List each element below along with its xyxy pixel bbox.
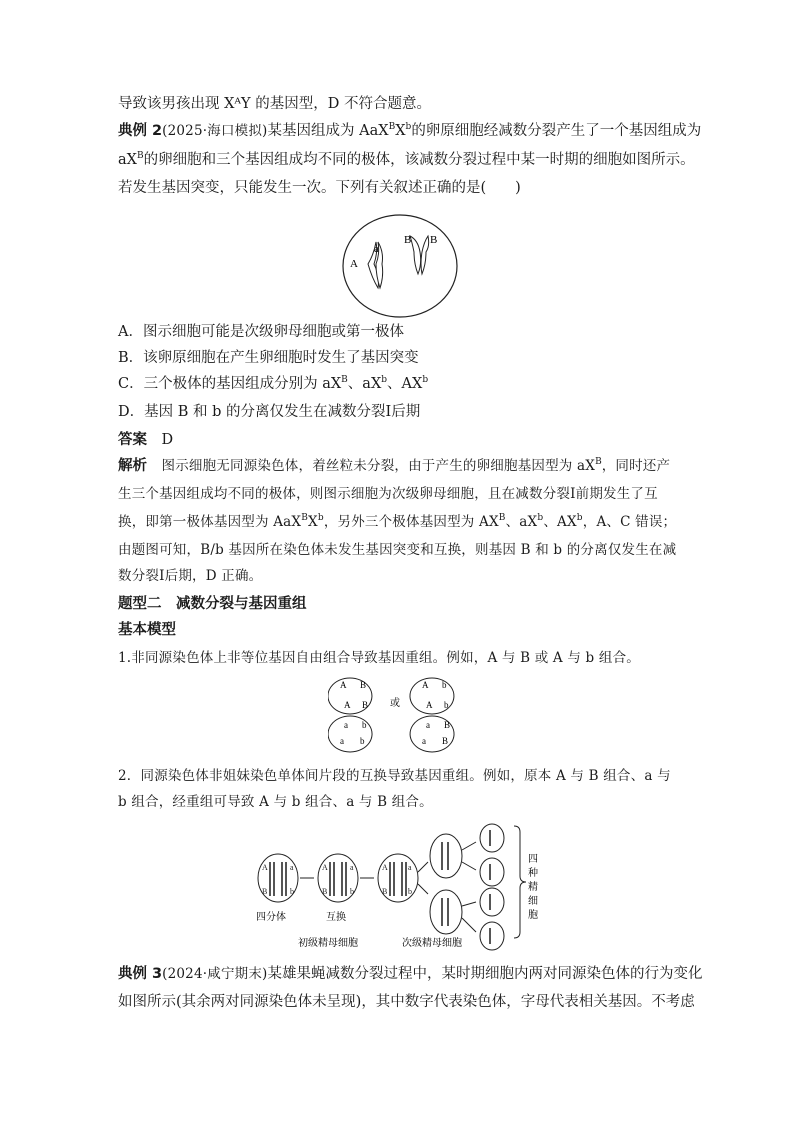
option-c: C．三个极体的基因组成分别为 $aX^B$、$aX^b$、$AX^b$ (118, 375, 429, 392)
example-2-line-1: 典例 2(2025·海口模拟)某基因组成为 $AaX^BX^b$的卵原细胞经减数分裂产生了一个基因组成为 (118, 122, 702, 139)
svg-text:A: A (382, 863, 388, 872)
svg-text:b: b (408, 887, 412, 896)
svg-text:B: B (442, 736, 449, 746)
svg-text:a: a (290, 863, 294, 872)
explanation-line-2: 生三个基因组成均不同的极体，则图示细胞为次级卵母细胞，且在减数分裂Ⅰ前期发生了互 (118, 486, 658, 502)
example-2-line-3: 若发生基因突变，只能发生一次。下列有关叙述正确的是( ) (118, 180, 521, 196)
model-1-text: 1.非同源染色体上非等位基因自由组合导致基因重组。例如，A 与 B 或 A 与 b 组合。 (118, 650, 640, 666)
svg-text:胞: 胞 (528, 910, 538, 921)
explanation-line-4: 由题图可知，B/b 基因所在染色体未发生基因突变和互换，则基因 B 和 b 的分离仅发生在减 (118, 542, 677, 558)
svg-text:a: a (422, 736, 426, 746)
assortment-figure (328, 674, 464, 754)
svg-text:a: a (350, 863, 354, 872)
explanation-line-1: 解析 图示细胞无同源染色体，着丝粒未分裂，由于产生的卵细胞基因型为 $aX^B$，同时还产 (118, 457, 671, 474)
option-a: A．图示细胞可能是次级卵母细胞或第一极体 (118, 324, 404, 340)
svg-text:精: 精 (528, 882, 538, 893)
svg-text:细: 细 (528, 896, 538, 907)
svg-text:B: B (362, 700, 369, 710)
primary-spermatocyte-label: 初级精母细胞 (298, 938, 358, 949)
svg-text:B: B (262, 887, 268, 896)
four-sperm-label (528, 853, 538, 921)
section-heading: 题型二 减数分裂与基因重组 (118, 596, 307, 612)
svg-text:a: a (344, 720, 348, 730)
svg-text:b: b (360, 736, 365, 746)
svg-text:A: A (426, 700, 433, 710)
crossover-figure (256, 822, 546, 956)
gene-label-B-right: B (430, 234, 438, 246)
option-b: B．该卵原细胞在产生卵细胞时发生了基因突变 (118, 350, 419, 366)
svg-text:B: B (444, 720, 451, 730)
svg-text:b: b (290, 887, 294, 896)
svg-text:B: B (382, 887, 388, 896)
svg-text:b: b (362, 720, 367, 730)
gene-label-a: a (374, 243, 379, 255)
svg-text:a: a (340, 736, 344, 746)
svg-text:b: b (350, 887, 354, 896)
svg-text:四: 四 (528, 854, 538, 865)
explanation-line-5: 数分裂Ⅰ后期，D 正确。 (118, 568, 263, 584)
svg-text:b: b (444, 700, 449, 710)
gene-label-A: A (350, 258, 358, 270)
crossover-label: 互换 (326, 912, 346, 923)
cell-figure (340, 212, 460, 320)
model-2-text-line-2: b 组合，经重组可导致 A 与 b 组合、a 与 B 组合。 (118, 794, 433, 810)
svg-text:B: B (322, 887, 328, 896)
svg-text:b: b (442, 680, 447, 690)
svg-text:a: a (426, 720, 430, 730)
secondary-spermatocyte-label: 次级精母细胞 (402, 938, 462, 949)
svg-text:a: a (408, 863, 412, 872)
example-2-line-2: $aX^B$的卵细胞和三个基因组成均不同的极体，该减数分裂过程中某一时期的细胞如图所示。 (118, 151, 695, 168)
svg-text:A: A (262, 863, 268, 872)
svg-text:A: A (344, 700, 351, 710)
svg-text:种: 种 (528, 868, 538, 879)
answer-line: 答案 D (118, 432, 174, 448)
svg-text:B: B (360, 680, 367, 690)
example-3-line-1: 典例 3(2024·咸宁期末)某雄果蝇减数分裂过程中，某时期细胞内两对同源染色体的行为变化 (118, 966, 703, 982)
tetrad-label: 四分体 (256, 912, 286, 923)
text-line-1: 导致该男孩出现 XᴬY 的基因型，D 不符合题意。 (118, 96, 431, 112)
svg-text:A: A (422, 680, 429, 690)
gene-label-B-left: B (404, 234, 412, 246)
subsection-heading: 基本模型 (118, 622, 176, 638)
svg-text:A: A (340, 680, 347, 690)
svg-text:A: A (322, 863, 328, 872)
option-d: D．基因 B 和 b 的分离仅发生在减数分裂Ⅰ后期 (118, 404, 421, 420)
or-label: 或 (390, 698, 400, 709)
model-2-text-line-1: 2．同源染色体非姐妹染色单体间片段的互换导致基因重组。例如，原本 A 与 B 组合、a 与 (118, 768, 671, 784)
example-3-line-2: 如图所示(其余两对同源染色体未呈现)，其中数字代表染色体，字母代表相关基因。不考虑 (118, 994, 695, 1010)
explanation-line-3: 换，即第一极体基因型为 $AaX^BX^b$，另外三个极体基因型为 $AX^B$、$aX^b$、$AX^b$，A、C 错误； (118, 513, 677, 530)
